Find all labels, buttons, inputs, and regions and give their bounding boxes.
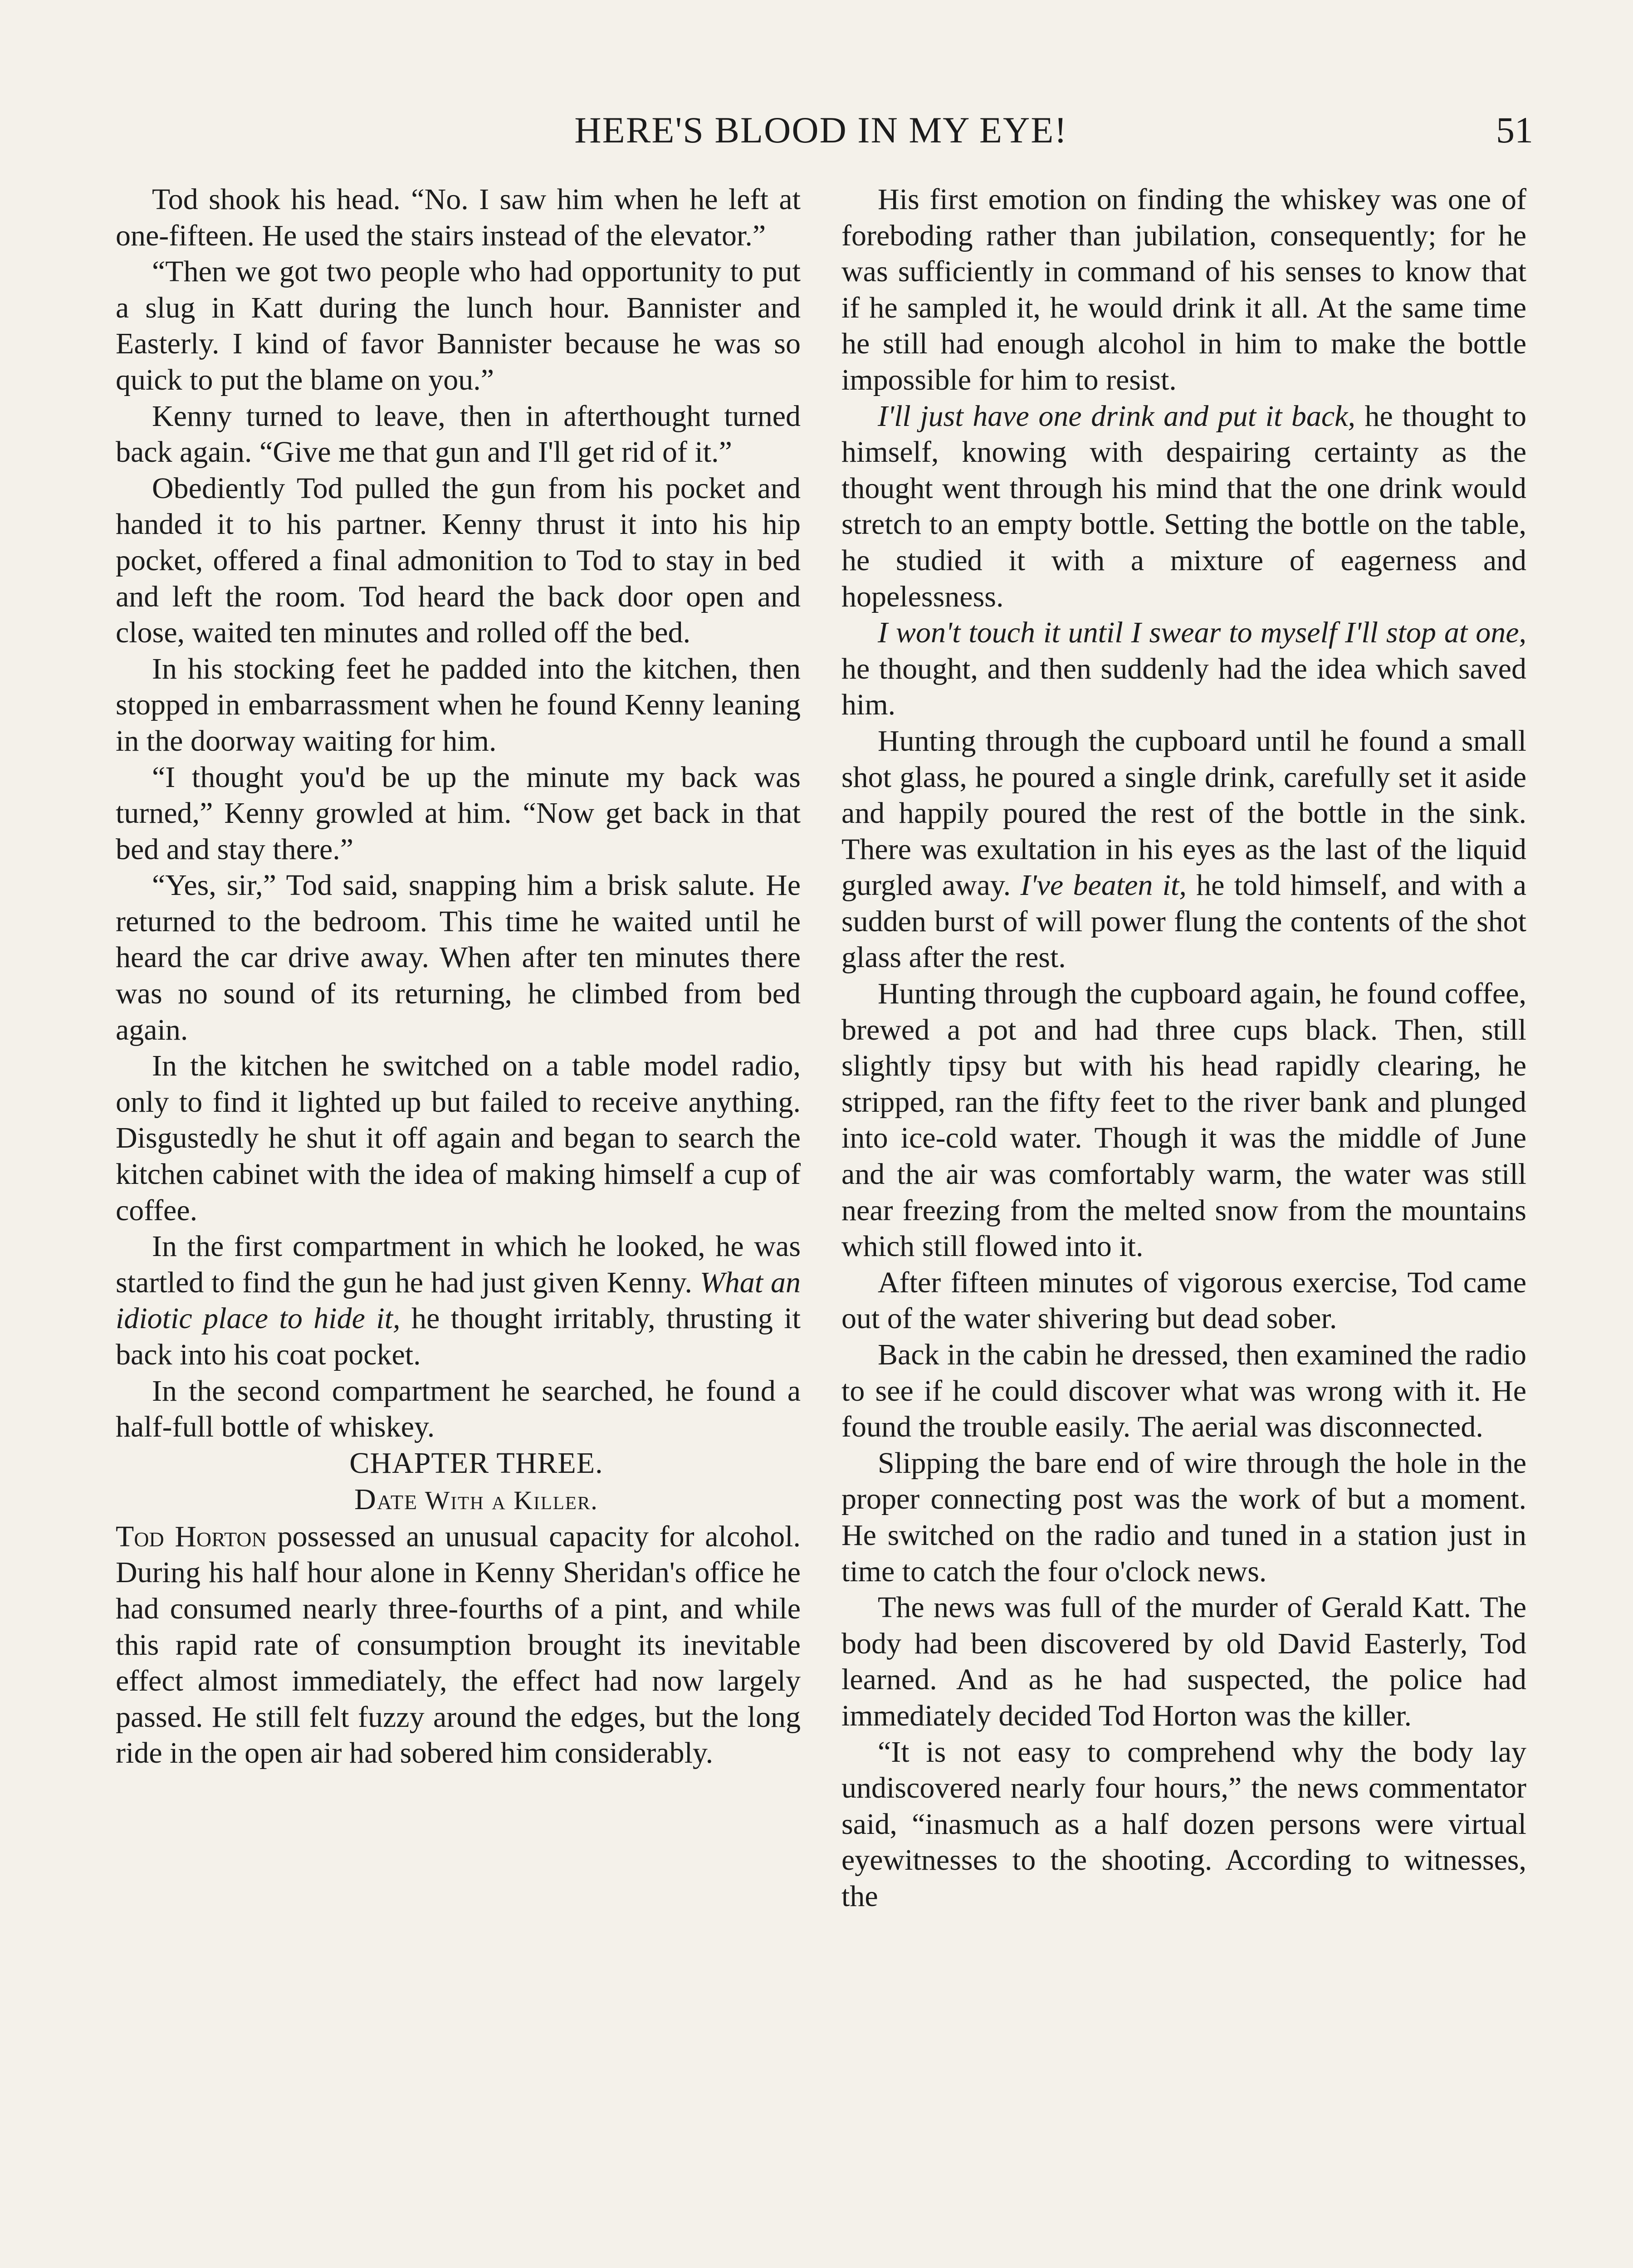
chapter-subtitle <box>116 1481 801 1519</box>
paragraph: Back in the cabin he dressed, then examined the radio to see if he could discover what was wrong with it. He found the trouble easily. The aerial was disconnected. <box>841 1338 1526 1444</box>
text-run: Hunting through the cupboard until he found a small shot glass, he poured a single drink, carefully set it aside and happily poured the rest of the bottle in the sink. There was exultation in his eyes as the last of the liquid gurgled away. <box>841 724 1526 902</box>
paragraph: Hunting through the cupboard again, he found coffee, brewed a pot and had three cups black. Then, still slightly tipsy but with his head rapidly clearing, he stripped, ran the fifty feet to the river bank and plunged into ice-cold water. Though it was the middle of June and the air was comfortably warm, the water was still near freezing from the melted snow from the mountains which still flowed into it. <box>841 977 1526 1263</box>
right-column <box>841 181 1526 2268</box>
paragraph: In his stocking feet he padded into the kitchen, then stopped in embarrassment when he found Kenny leaning in the doorway waiting for him. <box>116 652 801 758</box>
italic-run: What an idiotic place to hide it, <box>116 1266 801 1335</box>
paragraph <box>841 398 1526 615</box>
small-caps-run: Tod Horton <box>116 1520 267 1553</box>
page-number: 51 <box>1496 109 1533 151</box>
paragraph: Obediently Tod pulled the gun from his pocket and handed it to his partner. Kenny thrust it into his hip pocket, offered a final admonition to Tod to stay in bed and left the room. Tod heard the back door open and close, waited ten minutes and rolled off the bed. <box>116 471 801 650</box>
paragraph <box>841 615 1526 723</box>
text-run: he thought, and then suddenly had the idea which saved him. <box>841 652 1526 722</box>
paragraph: Slipping the bare end of wire through the hole in the proper connecting post was the work of but a moment. He switched on the radio and tuned in a station just in time to catch the four o'clock news. <box>841 1446 1526 1588</box>
paragraph: “I thought you'd be up the minute my back was turned,” Kenny growled at him. “Now get back in that bed and stay there.” <box>116 760 801 866</box>
paragraph: Tod shook his head. “No. I saw him when he left at one-fifteen. He used the stairs instead of the elevator.” <box>116 183 801 252</box>
text-run: he thought irritably, thrusting it back into his coat pocket. <box>116 1302 801 1371</box>
italic-run: I'll just have one drink and put it back, <box>878 399 1355 433</box>
paragraph: In the kitchen he switched on a table model radio, only to find it lighted up but failed to receive anything. Disgustedly he shut it off again and began to search the kitchen cabinet with the idea of making himself a cup of coffee. <box>116 1049 801 1227</box>
text-run: In the first compartment in which he looked, he was startled to find the gun he had just given Kenny. <box>116 1230 801 1299</box>
paragraph: “Yes, sir,” Tod said, snapping him a brisk salute. He returned to the bedroom. This time he waited until he heard the car drive away. When after ten minutes there was no sound of its returning, he climbed from bed again. <box>116 869 801 1046</box>
chapter-title: CHAPTER THREE. <box>349 1446 603 1480</box>
subtitle-word: With a <box>418 1485 514 1515</box>
subtitle-word: Killer. <box>513 1485 598 1515</box>
paragraph: Kenny turned to leave, then in afterthought turned back again. “Give me that gun and I'll get rid of it.” <box>116 399 801 469</box>
chapter-opening-paragraph <box>116 1519 801 1771</box>
text-run: he told himself, and with a sudden burst of will power flung the contents of the shot glass after the rest. <box>841 869 1526 974</box>
text-run: he thought to himself, knowing with despairing certainty as the thought went through his mind that the one drink would stretch to an empty bottle. Setting the bottle on the table, he studied it with a mixture of eagerness and hopelessness. <box>841 399 1526 613</box>
subtitle-word: Date <box>354 1482 418 1516</box>
text-run: possessed an unusual capacity for alcohol. During his half hour alone in Kenny Sheridan's office he had consumed nearly three-fourths of a pint, and while this rapid rate of consumption brought its inevitable effect almost immediately, the effect had now largely passed. He still felt fuzzy around the edges, but the long ride in the open air had sobered him considerably. <box>116 1520 801 1770</box>
paragraph: After fifteen minutes of vigorous exercise, Tod came out of the water shivering but dead sober. <box>841 1266 1526 1335</box>
paragraph: His first emotion on finding the whiskey was one of foreboding rather than jubilation, consequently; for he was sufficiently in command of his senses to know that if he sampled it, he would drink it all. At the same time he still had enough alcohol in him to make the bottle impossible for him to resist. <box>841 183 1526 396</box>
paragraph: In the second compartment he searched, he found a half-full bottle of whiskey. <box>116 1374 801 1444</box>
running-title: HERE'S BLOOD IN MY EYE! <box>574 109 1068 151</box>
paragraph: “It is not easy to comprehend why the body lay undiscovered nearly four hours,” the news commentator said, “inasmuch as a half dozen persons were virtual eyewitnesses to the shooting. According to witnesses, the <box>841 1735 1526 1913</box>
paragraph <box>116 1228 801 1373</box>
italic-run: I've beaten it, <box>1020 869 1187 902</box>
paragraph: “Then we got two people who had opportunity to put a slug in Katt during the lunch hour. Bannister and Easterly. I kind of favor Bannister because he was so quick to put the blame on you.” <box>116 255 801 396</box>
paragraph: The news was full of the murder of Gerald Katt. The body had been discovered by old David Easterly, Tod learned. And as he had suspected, the police had immediately decided Tod Horton was the killer. <box>841 1591 1526 1732</box>
left-column <box>116 181 801 2268</box>
running-header <box>109 109 1533 163</box>
paragraph <box>841 723 1526 976</box>
italic-run: I won't touch it until I swear to myself I'll stop at one, <box>878 616 1526 650</box>
